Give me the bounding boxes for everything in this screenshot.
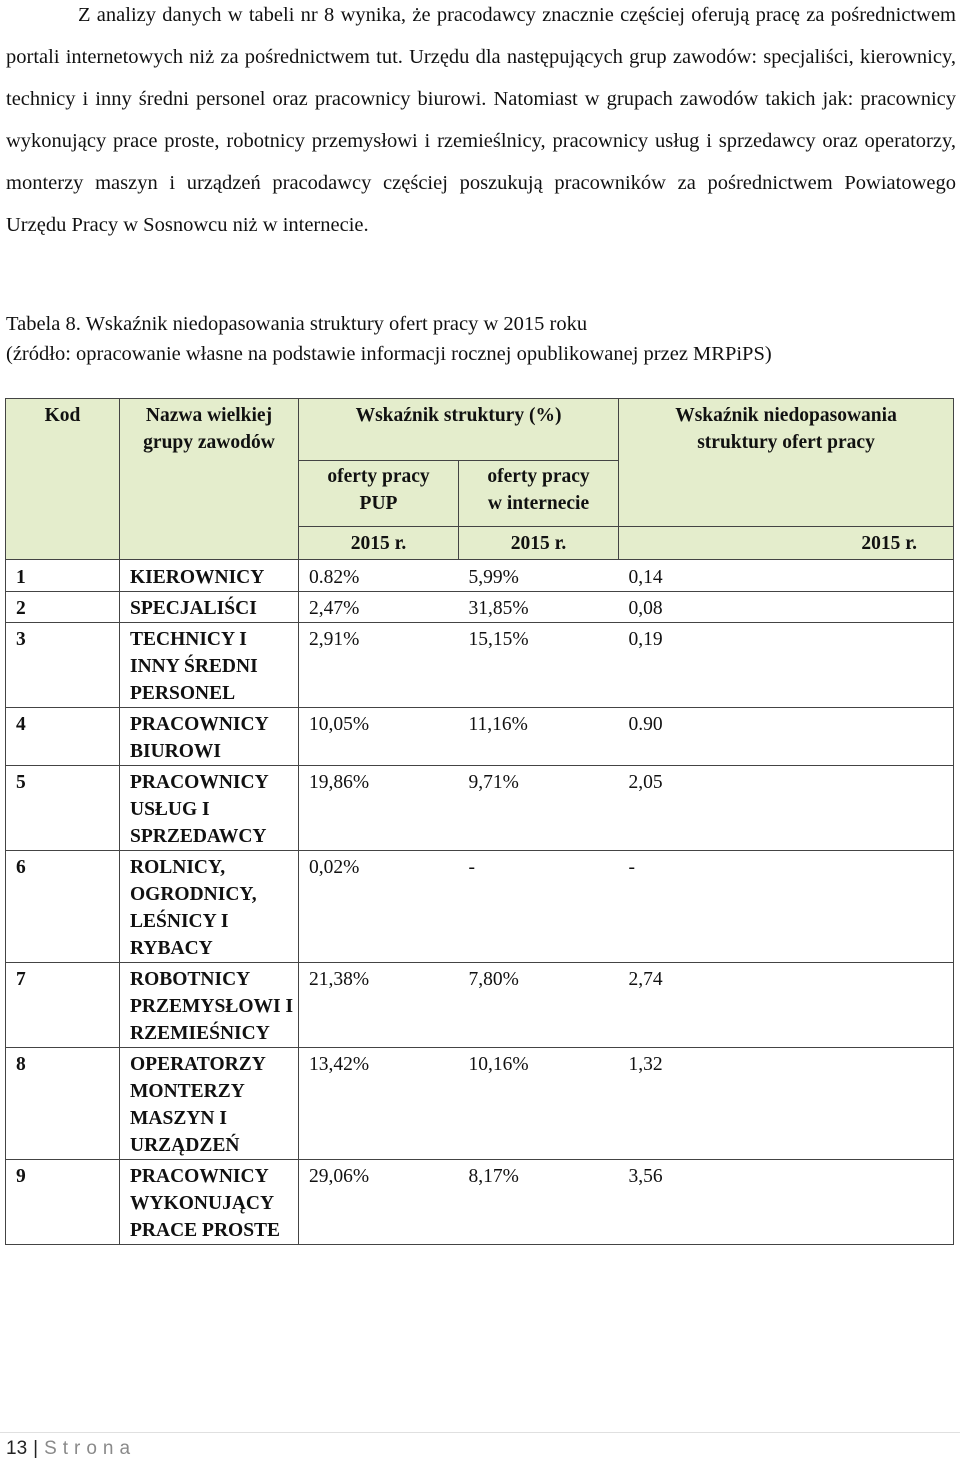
page-label: Strona — [44, 1438, 137, 1459]
table-row — [6, 560, 954, 592]
cell-nazwa: ROBOTNICY PRZEMYSŁOWI I RZEMIEŚNICY — [120, 963, 299, 1048]
cell-nazwa: KIEROWNICY — [120, 560, 299, 592]
cell-internet: 31,85% — [459, 592, 619, 623]
cell-wskaznik: 2,05 — [619, 766, 954, 851]
cell-pup: 2,91% — [299, 623, 459, 708]
header-nazwa-line1: Nazwa wielkiej — [145, 405, 273, 426]
table-row — [6, 851, 954, 963]
cell-kod: 7 — [6, 963, 120, 1048]
table-row — [6, 766, 954, 851]
footer-divider — [0, 1432, 960, 1433]
cell-internet: 10,16% — [459, 1048, 619, 1160]
header-pup-line1: oferty pracy — [327, 466, 430, 487]
cell-wskaznik: 0,19 — [619, 623, 954, 708]
cell-nazwa: PRACOWNICY USŁUG I SPRZEDAWCY — [120, 766, 299, 851]
cell-kod: 4 — [6, 708, 120, 766]
cell-wskaznik: 0,14 — [619, 560, 954, 592]
footer-separator: | — [33, 1438, 39, 1459]
header-niedopasowanie — [619, 399, 954, 527]
header-niedopasowanie-line1: Wskaźnik niedopasowania — [675, 405, 897, 426]
header-niedopasowanie-line2: struktury ofert pracy — [697, 432, 875, 453]
cell-internet: 7,80% — [459, 963, 619, 1048]
page-footer — [6, 1434, 136, 1464]
cell-pup: 10,05% — [299, 708, 459, 766]
header-internet-line1: oferty pracy — [487, 466, 590, 487]
cell-kod: 9 — [6, 1160, 120, 1245]
cell-kod: 8 — [6, 1048, 120, 1160]
cell-pup: 2,47% — [299, 592, 459, 623]
cell-nazwa: PRACOWNICY BIUROWI — [120, 708, 299, 766]
cell-pup: 13,42% — [299, 1048, 459, 1160]
paragraph-text: Z analizy danych w tabeli nr 8 wynika, że pracodawcy znacznie częściej oferują pracę za pośrednictwem portali internetowych niż za pośrednictwem tut. Urzędu dla następujących grup zawodów: specjaliści, kierownicy, technicy i inny średni personel oraz pracownicy biurowi. Natomiast w grupach zawodów takich jak: pracownicy wykonujący prace proste, robotnicy przemysłowi i rzemieślnicy, pracownicy usług i sprzedawcy oraz operatorzy, monterzy maszyn i urządzeń pracodawcy częściej poszukują pracowników za pośrednictwem Powiatowego Urzędu Pracy w Sosnowcu niż w internecie. — [6, 4, 956, 236]
table-row — [6, 708, 954, 766]
cell-internet: 5,99% — [459, 560, 619, 592]
cell-kod: 2 — [6, 592, 120, 623]
cell-nazwa: TECHNICY I INNY ŚREDNI PERSONEL — [120, 623, 299, 708]
header-year-wskaznik: 2015 r. — [619, 527, 954, 560]
cell-kod: 3 — [6, 623, 120, 708]
table-row — [6, 1160, 954, 1245]
header-row-1 — [6, 399, 954, 461]
page-number: 13 — [6, 1438, 28, 1459]
header-kod: Kod — [6, 399, 120, 560]
cell-internet: 15,15% — [459, 623, 619, 708]
table-caption-source: (źródło: opracowanie własne na podstawie informacji rocznej opublikowanej przez MRPiPS) — [6, 343, 772, 365]
header-internet — [459, 461, 619, 527]
cell-wskaznik: 0.90 — [619, 708, 954, 766]
cell-wskaznik: - — [619, 851, 954, 963]
cell-pup: 29,06% — [299, 1160, 459, 1245]
cell-wskaznik: 0,08 — [619, 592, 954, 623]
mismatch-index-table — [5, 398, 954, 1245]
cell-pup: 0,02% — [299, 851, 459, 963]
table-row — [6, 963, 954, 1048]
body-paragraph — [6, 0, 956, 246]
table-row — [6, 1048, 954, 1160]
cell-kod: 1 — [6, 560, 120, 592]
cell-pup: 19,86% — [299, 766, 459, 851]
cell-internet: - — [459, 851, 619, 963]
cell-internet: 9,71% — [459, 766, 619, 851]
header-pup — [299, 461, 459, 527]
cell-wskaznik: 3,56 — [619, 1160, 954, 1245]
cell-nazwa: ROLNICY, OGRODNICY, LEŚNICY I RYBACY — [120, 851, 299, 963]
header-year-pup: 2015 r. — [299, 527, 459, 560]
cell-wskaznik: 2,74 — [619, 963, 954, 1048]
cell-kod: 6 — [6, 851, 120, 963]
cell-wskaznik: 1,32 — [619, 1048, 954, 1160]
cell-nazwa: OPERATORZY MONTERZY MASZYN I URZĄDZEŃ — [120, 1048, 299, 1160]
table-caption-title: Tabela 8. Wskaźnik niedopasowania struktury ofert pracy w 2015 roku — [6, 313, 588, 335]
header-struktura: Wskaźnik struktury (%) — [299, 399, 619, 461]
cell-kod: 5 — [6, 766, 120, 851]
header-pup-line2: PUP — [359, 493, 398, 514]
table-row — [6, 623, 954, 708]
cell-nazwa: PRACOWNICY WYKONUJĄCY PRACE PROSTE — [120, 1160, 299, 1245]
cell-nazwa: SPECJALIŚCI — [120, 592, 299, 623]
table-row — [6, 592, 954, 623]
header-internet-line2: w internecie — [487, 493, 590, 514]
cell-internet: 11,16% — [459, 708, 619, 766]
cell-pup: 21,38% — [299, 963, 459, 1048]
header-year-internet: 2015 r. — [459, 527, 619, 560]
header-nazwa-line2: grupy zawodów — [143, 432, 275, 453]
header-nazwa — [120, 399, 299, 560]
cell-pup: 0.82% — [299, 560, 459, 592]
cell-internet: 8,17% — [459, 1160, 619, 1245]
